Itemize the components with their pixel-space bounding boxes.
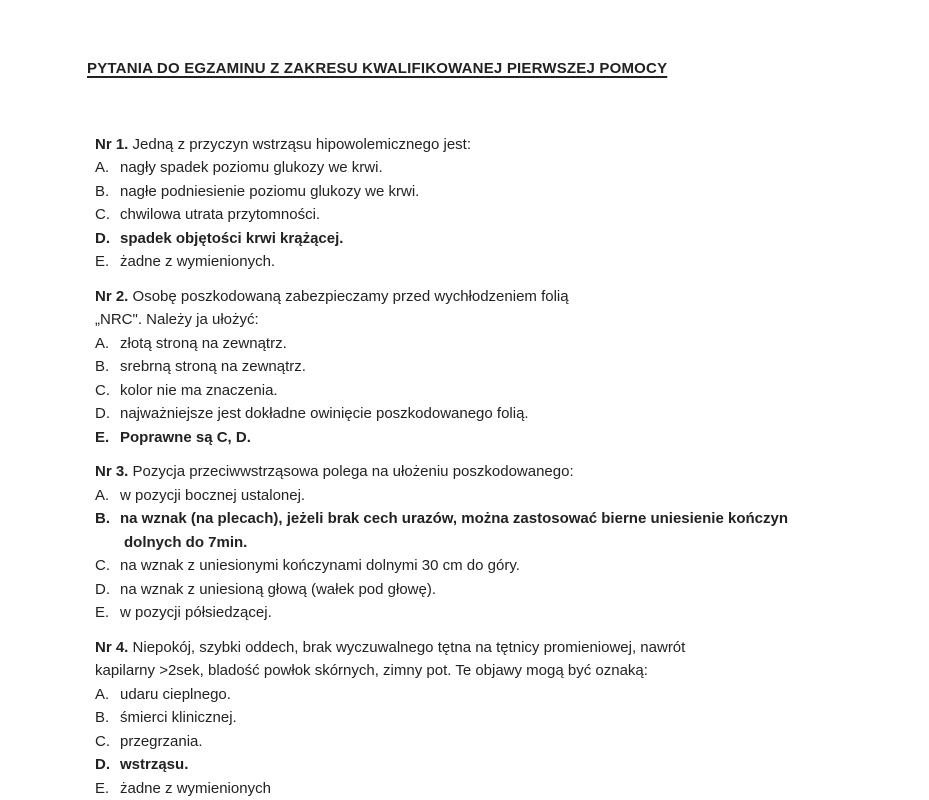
option-letter: A. (95, 683, 120, 707)
option-letter: C. (95, 379, 120, 403)
option-row-d (95, 402, 869, 426)
option-text-line: dolnych do 7min. (120, 534, 247, 551)
question-number: Nr 1. (95, 136, 128, 153)
question-number: Nr 3. (95, 463, 128, 480)
option-text: chwilowa utrata przytomności. (120, 203, 869, 227)
option-letter: D. (95, 578, 120, 602)
option-row-a (95, 484, 869, 508)
stem-line: „NRC". Należy ja ułożyć: (95, 311, 259, 328)
option-letter: B. (95, 180, 120, 204)
question-stem (95, 636, 869, 683)
document-title-text: PYTANIA DO EGZAMINU Z ZAKRESU KWALIFIKOWANEJ PIERWSZEJ POMOCY (87, 60, 667, 77)
option-text: w pozycji półsiedzącej. (120, 601, 869, 625)
option-letter: B. (95, 706, 120, 730)
option-row-e (95, 777, 869, 800)
option-text: złotą stroną na zewnątrz. (120, 332, 869, 356)
option-letter: E. (95, 426, 120, 450)
option-row-d (95, 227, 869, 251)
option-text: śmierci klinicznej. (120, 706, 869, 730)
stem-line: kapilarny >2sek, bladość powłok skórnych, zimny pot. Te objawy mogą być oznaką: (95, 662, 648, 679)
option-text: nagłe podniesienie poziomu glukozy we krwi. (120, 180, 869, 204)
question-stem (95, 460, 869, 484)
stem-line: Niepokój, szybki oddech, brak wyczuwalnego tętna na tętnicy promieniowej, nawrót (133, 639, 686, 656)
option-row-b (95, 706, 869, 730)
stem-line: Osobę poszkodowaną zabezpieczamy przed wychłodzeniem folią (133, 288, 569, 305)
option-row-b (95, 507, 869, 554)
option-row-a (95, 332, 869, 356)
option-text (120, 507, 869, 554)
option-letter: C. (95, 730, 120, 754)
option-row-e (95, 601, 869, 625)
question-block-4 (95, 636, 869, 800)
option-row-b (95, 180, 869, 204)
stem-line: Pozycja przeciwwstrząsowa polega na ułożeniu poszkodowanego: (133, 463, 574, 480)
option-letter: E. (95, 250, 120, 274)
question-stem (95, 285, 869, 332)
option-text: kolor nie ma znaczenia. (120, 379, 869, 403)
question-block-2 (95, 285, 869, 450)
question-stem (95, 133, 869, 157)
option-text: na wznak z uniesioną głową (wałek pod głowę). (120, 578, 869, 602)
option-text: srebrną stroną na zewnątrz. (120, 355, 869, 379)
option-letter: B. (95, 355, 120, 379)
question-number: Nr 2. (95, 288, 128, 305)
option-text: w pozycji bocznej ustalonej. (120, 484, 869, 508)
option-text: żadne z wymienionych (120, 777, 869, 800)
option-letter: C. (95, 554, 120, 578)
option-row-c (95, 554, 869, 578)
option-row-e (95, 426, 869, 450)
option-letter: A. (95, 332, 120, 356)
option-row-c (95, 203, 869, 227)
option-text-line: na wznak (na plecach), jeżeli brak cech urazów, można zastosować bierne uniesienie kończyn (120, 510, 788, 527)
option-row-b (95, 355, 869, 379)
option-text: przegrzania. (120, 730, 869, 754)
option-text: spadek objętości krwi krążącej. (120, 227, 869, 251)
stem-line: Jedną z przyczyn wstrząsu hipowolemicznego jest: (133, 136, 471, 153)
option-row-d (95, 753, 869, 777)
option-row-a (95, 156, 869, 180)
option-text: wstrząsu. (120, 753, 869, 777)
option-text: udaru cieplnego. (120, 683, 869, 707)
option-text: żadne z wymienionych. (120, 250, 869, 274)
option-row-c (95, 730, 869, 754)
question-block-1 (95, 133, 869, 274)
option-row-d (95, 578, 869, 602)
question-block-3 (95, 460, 869, 625)
question-number: Nr 4. (95, 639, 128, 656)
option-letter: D. (95, 402, 120, 426)
option-letter: B. (95, 507, 120, 531)
option-letter: D. (95, 227, 120, 251)
option-letter: C. (95, 203, 120, 227)
option-letter: E. (95, 777, 120, 800)
option-text: Poprawne są C, D. (120, 426, 869, 450)
option-letter: D. (95, 753, 120, 777)
option-row-e (95, 250, 869, 274)
option-text: nagły spadek poziomu glukozy we krwi. (120, 156, 869, 180)
option-letter: E. (95, 601, 120, 625)
option-row-a (95, 683, 869, 707)
option-letter: A. (95, 156, 120, 180)
option-row-c (95, 379, 869, 403)
option-text: najważniejsze jest dokładne owinięcie poszkodowanego folią. (120, 402, 869, 426)
option-text: na wznak z uniesionymi kończynami dolnymi 30 cm do góry. (120, 554, 869, 578)
option-letter: A. (95, 484, 120, 508)
document-title (87, 57, 869, 81)
